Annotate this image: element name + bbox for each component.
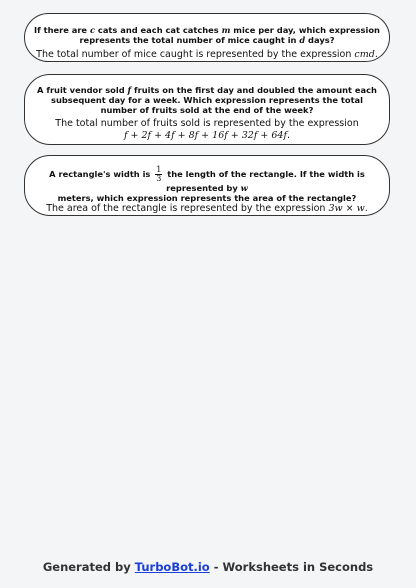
- question-card-2: [24, 74, 390, 145]
- answer-expression: f + 2f + 4f + 8f + 16f + 32f + 64f: [123, 129, 287, 141]
- question-text: A rectangle's width is $\frac{1}{3}$ the length of the rectangle. If the width is represented by w meters, which expression represents the area of the rectangle?: [49, 165, 365, 203]
- question-text: A fruit vendor sold f fruits on the first day and doubled the amount each subsequent day for a week. Which expression represents the total number of fruits sold at the end of the week?: [37, 85, 377, 115]
- question-card-1: [24, 13, 390, 62]
- answer-text: The area of the rectangle is represented by the expression 3w × w.: [46, 203, 368, 214]
- question-card-3: [24, 155, 390, 216]
- answer-expression: 3w × w: [328, 203, 365, 214]
- answer-text: The total number of fruits sold is represented by the expression f + 2f + 4f + 8f + 16f + 32f + 64f.: [55, 118, 359, 141]
- answer-expression: cmd: [354, 49, 375, 60]
- footer: Generated by TurboBot.io - Worksheets in Seconds: [42, 560, 374, 574]
- fraction-one-third: $\frac{1}{3}$: [156, 165, 162, 183]
- question-text: If there are c cats and each cat catches m mice per day, which expression represents the total number of mice caught in d days?: [34, 25, 380, 45]
- answer-text: The total number of mice caught is represented by the expression cmd.: [36, 49, 378, 60]
- turbobot-link[interactable]: TurboBot.io: [134, 560, 210, 574]
